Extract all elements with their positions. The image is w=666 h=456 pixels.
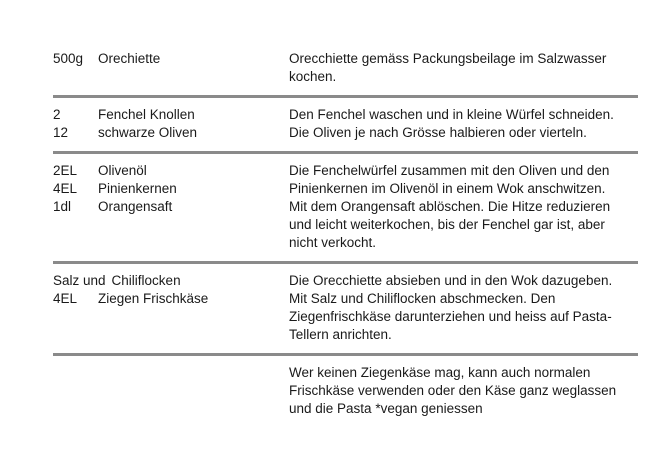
instruction-text bbox=[289, 162, 638, 252]
instruction-line: Mit Salz und Chiliflocken abschmecken. Den bbox=[289, 291, 556, 306]
ingredient-name: Ziegen Frischkäse bbox=[98, 291, 209, 306]
ingredient-name: Pinienkernen bbox=[98, 181, 177, 196]
instruction-line: Die Orecchiette absieben und in den Wok dazugeben. bbox=[289, 273, 613, 288]
instruction-line: nicht verkocht. bbox=[289, 235, 377, 250]
ingredient-quantity: Salz und bbox=[53, 273, 106, 288]
instruction-line: Die Fenchelwürfel zusammen mit den Oliven und den bbox=[289, 163, 610, 178]
instruction-line: Mit dem Orangensaft ablöschen. Die Hitze reduzieren bbox=[289, 199, 611, 214]
ingredient-row bbox=[53, 198, 289, 216]
ingredient-name: Fenchel Knollen bbox=[98, 107, 195, 122]
ingredient-quantity: 4EL bbox=[53, 291, 78, 306]
ingredient-row bbox=[53, 124, 289, 142]
ingredient-row bbox=[53, 272, 289, 290]
ingredient-quantity: 500g bbox=[53, 51, 84, 66]
instruction-line: und die Pasta *vegan geniessen bbox=[289, 401, 483, 416]
ingredient-name: Olivenöl bbox=[98, 163, 147, 178]
instruction-text bbox=[289, 272, 638, 344]
recipe-section-4 bbox=[53, 264, 638, 344]
ingredient-name: Orechiette bbox=[98, 51, 161, 66]
ingredient-name: schwarze Oliven bbox=[98, 125, 198, 140]
ingredient-list bbox=[53, 50, 289, 86]
ingredient-list bbox=[53, 364, 289, 418]
ingredient-row bbox=[53, 106, 289, 124]
instruction-line: kochen. bbox=[289, 69, 337, 84]
recipe-section-1 bbox=[53, 50, 638, 86]
ingredient-row bbox=[53, 180, 289, 198]
instruction-text bbox=[289, 364, 638, 418]
instruction-line: Tellern anrichten. bbox=[289, 327, 392, 342]
instruction-line: Ziegenfrischkäse darunterziehen und heiss auf Pasta- bbox=[289, 309, 612, 324]
recipe-section-5 bbox=[53, 356, 638, 418]
ingredient-row bbox=[53, 290, 289, 308]
ingredient-quantity: 4EL bbox=[53, 181, 78, 196]
ingredient-quantity: 2EL bbox=[53, 163, 78, 178]
ingredient-quantity: 2 bbox=[53, 107, 61, 122]
instruction-line: Orecchiette gemäss Packungsbeilage im Salzwasser bbox=[289, 51, 607, 66]
instruction-text bbox=[289, 106, 638, 142]
recipe-section-3 bbox=[53, 154, 638, 252]
ingredient-quantity: 12 bbox=[53, 125, 69, 140]
instruction-line: Frischkäse verwenden oder den Käse ganz weglassen bbox=[289, 383, 617, 398]
instruction-line: und leicht weiterkochen, bis der Fenchel gar ist, aber bbox=[289, 217, 605, 232]
recipe-section-2 bbox=[53, 98, 638, 142]
instruction-line: Wer keinen Ziegenkäse mag, kann auch normalen bbox=[289, 365, 591, 380]
instruction-text bbox=[289, 50, 638, 86]
instruction-line: Die Oliven je nach Grösse halbieren oder vierteln. bbox=[289, 125, 587, 140]
ingredient-quantity: 1dl bbox=[53, 199, 72, 214]
recipe-table bbox=[53, 50, 638, 418]
ingredient-name: Chiliflocken bbox=[111, 273, 181, 288]
ingredient-name: Orangensaft bbox=[98, 199, 173, 214]
ingredient-list bbox=[53, 162, 289, 252]
ingredient-list bbox=[53, 272, 289, 344]
ingredient-row bbox=[53, 50, 289, 68]
ingredient-row bbox=[53, 162, 289, 180]
ingredient-list bbox=[53, 106, 289, 142]
instruction-line: Den Fenchel waschen und in kleine Würfel schneiden. bbox=[289, 107, 614, 122]
instruction-line: Pinienkernen im Olivenöl in einem Wok anschwitzen. bbox=[289, 181, 606, 196]
